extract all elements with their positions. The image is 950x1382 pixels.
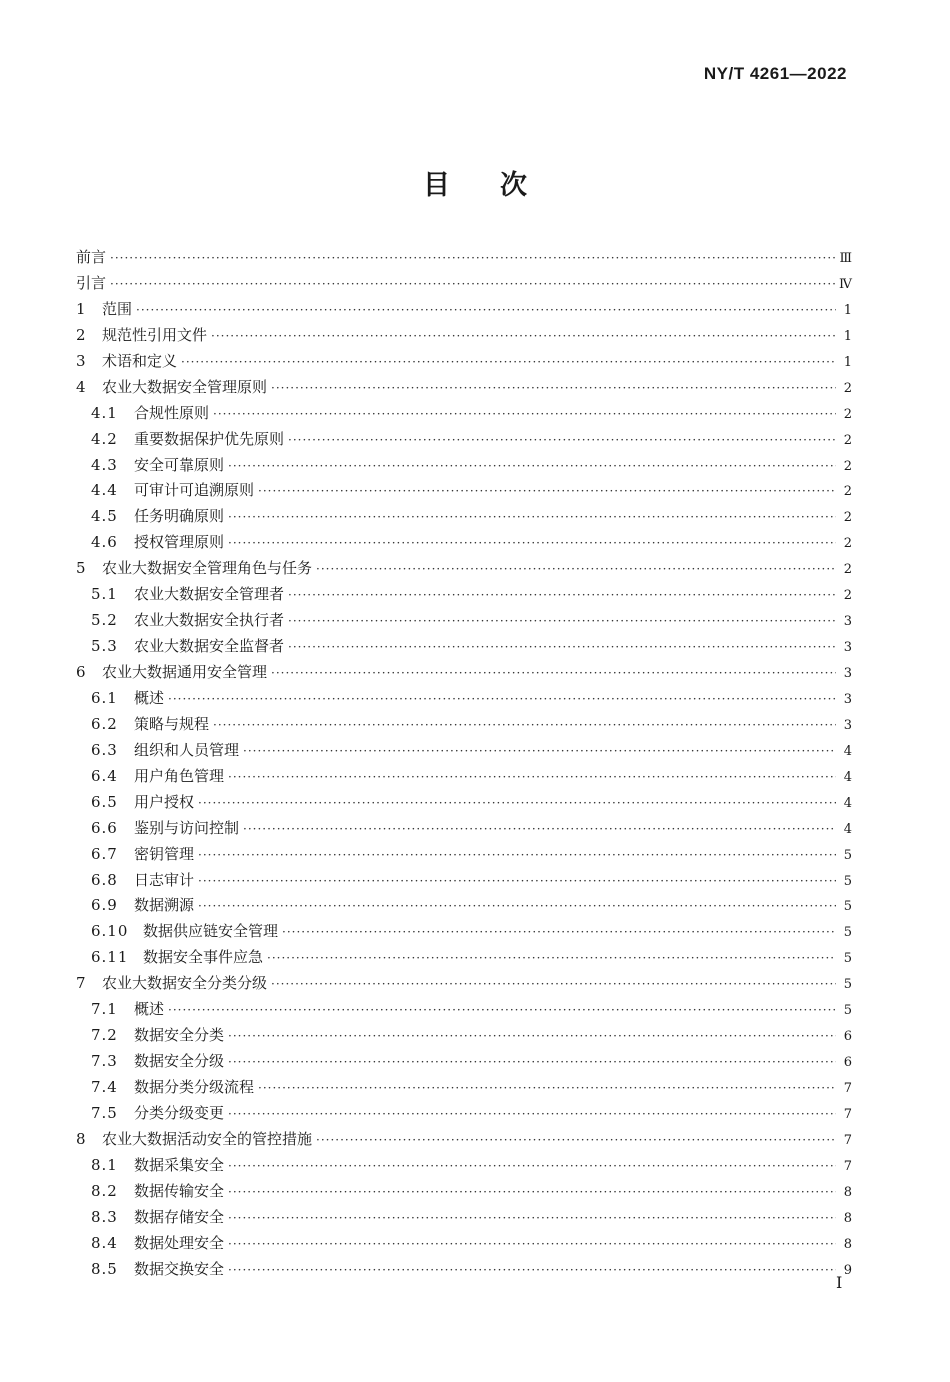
toc-dot-leader <box>271 972 836 998</box>
toc-entry-title: 授权管理原则 <box>134 533 225 552</box>
toc-entry-number: 4.4 <box>91 481 118 500</box>
toc-entry-number: 7.1 <box>91 1000 118 1019</box>
page-folio: I <box>836 1273 843 1292</box>
standard-code: NY/T 4261—2022 <box>703 64 847 83</box>
toc-entry-title: 数据采集安全 <box>134 1155 225 1174</box>
toc-title-char-1: 目 <box>423 170 450 201</box>
toc-entry[interactable] <box>76 660 852 686</box>
toc-entry[interactable] <box>76 1205 852 1231</box>
toc-entry-title: 组织和人员管理 <box>134 740 240 759</box>
toc-entry-number: 8.1 <box>91 1155 118 1174</box>
toc-entry[interactable] <box>76 1101 852 1127</box>
toc-dot-leader <box>168 998 836 1024</box>
toc-entry-title: 农业大数据安全管理角色与任务 <box>102 559 313 578</box>
toc-entry-page: 3 <box>843 614 852 630</box>
toc-entry[interactable] <box>76 1023 852 1049</box>
toc-dot-leader <box>198 894 836 920</box>
toc-entry-title: 农业大数据安全执行者 <box>134 611 285 630</box>
toc-dot-leader <box>198 791 836 817</box>
toc-entry-number: 5 <box>76 559 86 578</box>
toc-entry-page: 2 <box>843 588 852 604</box>
toc-entry-number: 6.4 <box>91 766 118 785</box>
toc-entry-number: 6.3 <box>91 740 118 759</box>
toc-entry-number: 6.6 <box>91 818 118 837</box>
toc-entry-title: 农业大数据通用安全管理 <box>102 663 268 681</box>
toc-entry[interactable] <box>76 1179 852 1205</box>
toc-entry-number: 5.3 <box>91 637 118 656</box>
toc-dot-leader <box>243 739 836 765</box>
toc-entry-title: 分类分级变更 <box>134 1103 225 1122</box>
toc-entry[interactable] <box>76 271 852 297</box>
toc-entry[interactable] <box>76 478 852 504</box>
toc-entry-number: 6.8 <box>91 870 118 889</box>
toc-dot-leader <box>288 635 836 661</box>
toc-entry-title: 概述 <box>134 688 165 707</box>
toc-dot-leader <box>198 869 836 895</box>
toc-entry-page: 3 <box>843 640 852 656</box>
toc-entry-number: 4.5 <box>91 507 118 526</box>
toc-entry-number: 4.1 <box>91 403 118 422</box>
toc-entry[interactable] <box>76 349 852 375</box>
toc-entry-title: 数据存储安全 <box>134 1207 225 1226</box>
toc-entry-title: 用户授权 <box>134 792 195 811</box>
toc-entry-title: 鉴别与访问控制 <box>134 818 240 837</box>
toc-entry-number: 6.2 <box>91 714 118 733</box>
toc-list <box>76 245 852 1283</box>
toc-entry-title: 数据安全分级 <box>134 1052 225 1071</box>
toc-entry-page: 6 <box>843 1029 852 1045</box>
toc-entry-title: 数据交换安全 <box>134 1259 225 1278</box>
toc-entry-title: 引言 <box>76 273 107 292</box>
toc-entry[interactable] <box>76 556 852 582</box>
toc-entry-page: 4 <box>843 769 852 785</box>
toc-entry-page: 5 <box>843 925 852 941</box>
toc-entry-page: Ⅳ <box>839 276 852 292</box>
toc-entry[interactable] <box>76 1153 852 1179</box>
toc-entry-page: 5 <box>843 1003 852 1019</box>
toc-entry-page: 1 <box>843 328 852 344</box>
toc-entry-number: 6.1 <box>91 688 118 707</box>
toc-entry-page: 4 <box>843 795 852 811</box>
toc-dot-leader <box>258 1076 836 1102</box>
toc-entry-title: 农业大数据安全管理原则 <box>102 377 268 396</box>
toc-entry[interactable] <box>76 401 852 427</box>
toc-entry[interactable] <box>76 375 852 401</box>
toc-entry[interactable] <box>76 738 852 764</box>
toc-entry-number: 7 <box>76 974 86 993</box>
toc-entry-title: 合规性原则 <box>134 403 210 422</box>
toc-entry-page: 2 <box>843 484 852 500</box>
toc-entry-title: 日志审计 <box>134 870 195 889</box>
toc-entry[interactable] <box>76 323 852 349</box>
toc-entry-title: 农业大数据活动安全的管控措施 <box>102 1129 313 1148</box>
toc-entry-page: 5 <box>843 951 852 967</box>
toc-entry-page: 3 <box>843 666 852 681</box>
toc-dot-leader <box>267 946 836 972</box>
toc-entry[interactable] <box>76 1127 852 1153</box>
toc-entry-number: 8.2 <box>91 1181 118 1200</box>
toc-dot-leader <box>228 1024 836 1050</box>
toc-entry[interactable] <box>76 816 852 842</box>
toc-entry-title: 数据溯源 <box>134 896 195 915</box>
toc-entry-title: 农业大数据安全监督者 <box>134 637 285 656</box>
toc-dot-leader <box>228 454 836 480</box>
toc-entry-title: 农业大数据安全管理者 <box>134 585 285 604</box>
toc-entry-title: 数据安全事件应急 <box>143 948 264 967</box>
toc-entry-page: 7 <box>843 1081 852 1096</box>
toc-entry-title: 任务明确原则 <box>134 507 225 526</box>
toc-dot-leader <box>110 272 835 298</box>
toc-entry-number: 7.2 <box>91 1026 118 1045</box>
toc-dot-leader <box>110 246 835 272</box>
toc-dot-leader <box>228 765 836 791</box>
toc-entry-title: 数据传输安全 <box>134 1181 225 1200</box>
toc-dot-leader <box>316 557 836 583</box>
toc-entry[interactable] <box>76 297 852 323</box>
toc-entry-page: 3 <box>843 717 852 733</box>
toc-entry[interactable] <box>76 764 852 790</box>
toc-entry-page: 2 <box>843 458 852 474</box>
toc-entry[interactable] <box>76 712 852 738</box>
toc-dot-leader <box>181 350 836 376</box>
toc-entry-page: 5 <box>843 899 852 915</box>
toc-entry-number: 6.10 <box>91 922 129 941</box>
toc-entry-page: 3 <box>843 691 852 707</box>
toc-entry-number: 4 <box>76 377 86 396</box>
toc-entry-title: 范围 <box>102 299 133 318</box>
toc-entry[interactable] <box>76 1075 852 1101</box>
toc-entry[interactable] <box>76 842 852 868</box>
toc-entry[interactable] <box>76 790 852 816</box>
toc-entry-number: 7.3 <box>91 1052 118 1071</box>
toc-entry-number: 5.1 <box>91 585 118 604</box>
toc-entry-number: 6 <box>76 663 86 681</box>
toc-entry-number: 7.4 <box>91 1078 118 1096</box>
toc-title-char-2: 次 <box>500 170 527 201</box>
toc-dot-leader <box>211 324 836 350</box>
toc-entry-title: 数据供应链安全管理 <box>143 922 279 941</box>
toc-entry-page: 8 <box>843 1236 852 1252</box>
toc-entry[interactable] <box>76 868 852 894</box>
toc-entry-page: 7 <box>843 1106 852 1122</box>
toc-dot-leader <box>228 531 836 557</box>
toc-entry-title: 术语和定义 <box>102 351 178 370</box>
toc-entry-title: 数据安全分类 <box>134 1026 225 1045</box>
toc-entry-number: 6.11 <box>91 948 129 967</box>
toc-entry[interactable] <box>76 1257 852 1283</box>
toc-entry-number: 3 <box>76 351 86 370</box>
toc-entry-page: 6 <box>843 1055 852 1071</box>
toc-entry-number: 7.5 <box>91 1103 118 1122</box>
toc-entry[interactable] <box>76 997 852 1023</box>
toc-entry-number: 8 <box>76 1129 86 1148</box>
toc-entry-number: 2 <box>76 325 86 344</box>
toc-dot-leader <box>198 843 836 869</box>
toc-entry-page: 5 <box>843 847 852 863</box>
toc-title <box>0 163 950 202</box>
toc-dot-leader <box>316 1128 836 1154</box>
toc-entry[interactable] <box>76 530 852 556</box>
toc-entry-number: 8.4 <box>91 1233 118 1252</box>
toc-entry-page: 9 <box>843 1262 852 1278</box>
toc-entry-title: 概述 <box>134 1000 165 1019</box>
toc-dot-leader <box>168 687 836 713</box>
toc-entry-page: 2 <box>843 562 852 578</box>
toc-entry-number: 4.2 <box>91 429 118 448</box>
toc-dot-leader <box>228 1102 836 1128</box>
toc-entry[interactable] <box>76 1049 852 1075</box>
toc-entry[interactable] <box>76 582 852 608</box>
toc-entry-title: 密钥管理 <box>134 844 195 863</box>
toc-entry[interactable] <box>76 686 852 712</box>
toc-entry[interactable] <box>76 634 852 660</box>
toc-entry-page: 2 <box>843 432 852 448</box>
toc-entry-page: 1 <box>843 302 852 318</box>
toc-entry-number: 8.5 <box>91 1259 118 1278</box>
toc-entry-number: 4.3 <box>91 455 118 474</box>
toc-dot-leader <box>228 1206 836 1232</box>
toc-entry[interactable] <box>76 504 852 530</box>
toc-dot-leader <box>213 713 836 739</box>
toc-entry-page: 2 <box>843 510 852 526</box>
toc-entry-title: 用户角色管理 <box>134 766 225 785</box>
toc-entry-page: 2 <box>843 406 852 422</box>
toc-dot-leader <box>271 376 836 402</box>
toc-dot-leader <box>228 1232 836 1258</box>
toc-entry[interactable] <box>76 608 852 634</box>
toc-entry-title: 数据处理安全 <box>134 1233 225 1252</box>
toc-dot-leader <box>288 428 836 454</box>
toc-entry-number: 5.2 <box>91 611 118 630</box>
toc-entry-number: 6.7 <box>91 844 118 863</box>
toc-entry[interactable] <box>76 971 852 997</box>
toc-dot-leader <box>288 609 836 635</box>
toc-dot-leader <box>258 479 836 505</box>
toc-dot-leader <box>243 817 836 843</box>
toc-entry-title: 安全可靠原则 <box>134 455 225 474</box>
toc-entry[interactable] <box>76 453 852 479</box>
toc-entry-page: 8 <box>843 1184 852 1200</box>
toc-dot-leader <box>228 1050 836 1076</box>
toc-entry-number: 4.6 <box>91 533 118 552</box>
toc-entry-number: 8.3 <box>91 1207 118 1226</box>
toc-entry-page: 8 <box>843 1210 852 1226</box>
toc-entry-page: 4 <box>843 743 852 759</box>
toc-entry-title: 农业大数据安全分类分级 <box>102 974 268 993</box>
toc-entry-title: 数据分类分级流程 <box>134 1078 255 1096</box>
toc-entry-title: 可审计可追溯原则 <box>134 481 255 500</box>
toc-entry[interactable] <box>76 893 852 919</box>
toc-entry[interactable] <box>76 919 852 945</box>
toc-entry-page: 4 <box>843 821 852 837</box>
toc-entry-title: 策略与规程 <box>134 714 210 733</box>
toc-dot-leader <box>136 298 836 324</box>
toc-entry-page: 5 <box>843 977 852 993</box>
toc-entry-page: 7 <box>843 1132 852 1148</box>
toc-dot-leader <box>228 505 836 531</box>
toc-dot-leader <box>228 1154 836 1180</box>
toc-entry-number: 1 <box>76 299 86 318</box>
toc-dot-leader <box>282 920 836 946</box>
toc-entry[interactable] <box>76 945 852 971</box>
toc-entry-page: 5 <box>843 873 852 889</box>
toc-entry[interactable] <box>76 427 852 453</box>
toc-entry-number: 6.5 <box>91 792 118 811</box>
toc-entry[interactable] <box>76 245 852 271</box>
toc-entry-page: Ⅲ <box>839 251 852 266</box>
toc-entry-title: 重要数据保护优先原则 <box>134 429 285 448</box>
toc-dot-leader <box>213 402 836 428</box>
toc-entry-page: 2 <box>843 380 852 396</box>
toc-dot-leader <box>288 583 836 609</box>
toc-entry-title: 前言 <box>76 248 107 266</box>
toc-dot-leader <box>271 661 836 687</box>
toc-entry-page: 1 <box>843 354 852 370</box>
toc-entry-page: 7 <box>843 1158 852 1174</box>
toc-entry-title: 规范性引用文件 <box>102 325 208 344</box>
toc-entry[interactable] <box>76 1231 852 1257</box>
toc-entry-number: 6.9 <box>91 896 118 915</box>
toc-dot-leader <box>228 1180 836 1206</box>
toc-dot-leader <box>228 1258 836 1284</box>
toc-entry-page: 2 <box>843 536 852 552</box>
